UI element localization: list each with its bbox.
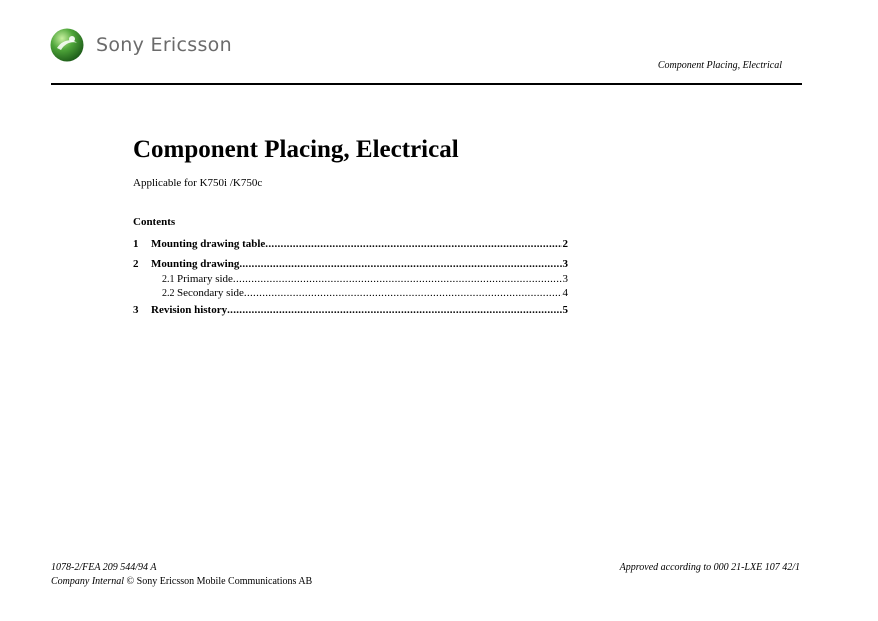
toc-page: 3 — [562, 258, 568, 270]
toc-number: 1 — [133, 238, 139, 250]
footer-copyright — [51, 576, 312, 587]
toc-label: Mounting drawing table — [151, 238, 266, 250]
toc-entry-1[interactable] — [133, 238, 568, 250]
toc-leader — [239, 258, 561, 270]
toc-leader — [244, 287, 562, 299]
header-divider — [51, 83, 802, 85]
sony-ericsson-logo-icon — [50, 28, 84, 62]
toc-number: 2 — [133, 258, 139, 270]
toc-number: 2.2 — [162, 288, 175, 299]
toc-leader — [227, 304, 561, 316]
approval-note: Approved according to 000 21-LXE 107 42/1 — [619, 562, 800, 573]
toc-page: 3 — [562, 273, 568, 285]
brand-logo — [50, 28, 232, 62]
toc-leader — [233, 273, 562, 285]
contents-heading: Contents — [133, 216, 176, 228]
toc-entry-3[interactable] — [133, 304, 568, 316]
toc-label: Revision history — [151, 304, 228, 316]
classification-label: Company Internal — [51, 576, 125, 587]
toc-number: 3 — [133, 304, 139, 316]
page-title: Component Placing, Electrical — [133, 136, 459, 163]
running-header-title: Component Placing, Electrical — [657, 60, 782, 71]
toc-label: Primary side — [177, 273, 233, 285]
toc-label: Secondary side — [177, 287, 244, 299]
document-number: 1078-2/FEA 209 544/94 A — [51, 562, 157, 573]
toc-label: Mounting drawing — [151, 258, 240, 270]
copyright-symbol: © — [126, 576, 135, 587]
applicable-models: Applicable for K750i /K750c — [133, 177, 263, 189]
toc-number: 2.1 — [162, 274, 175, 285]
toc-page: 2 — [562, 238, 568, 250]
toc-entry-2-2[interactable] — [133, 287, 568, 299]
brand-name: Sony Ericsson — [96, 34, 232, 56]
toc-leader — [265, 238, 561, 250]
toc-entry-2[interactable] — [133, 258, 568, 270]
toc-page: 4 — [562, 287, 568, 299]
toc-entry-2-1[interactable] — [133, 273, 568, 285]
toc-page: 5 — [562, 304, 568, 316]
company-name: Sony Ericsson Mobile Communications AB — [134, 576, 313, 587]
